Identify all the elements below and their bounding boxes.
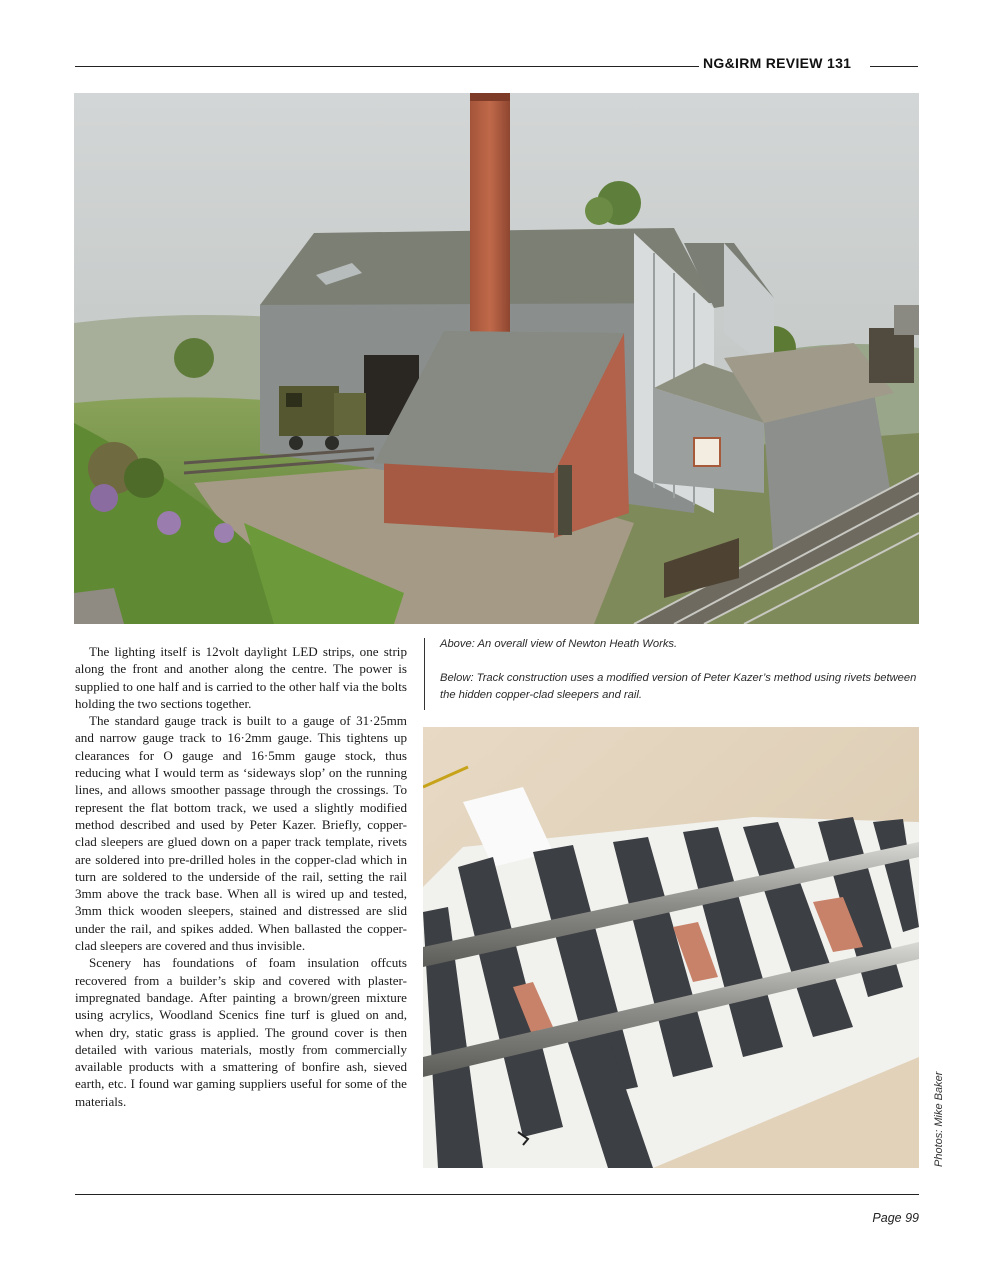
photo-newton-heath-works bbox=[74, 93, 919, 624]
caption-rule bbox=[424, 638, 425, 710]
page-number: Page 99 bbox=[872, 1211, 919, 1225]
header-rule-right bbox=[870, 66, 918, 67]
caption-above: Above: An overall view of Newton Heath Works. bbox=[440, 638, 678, 650]
magazine-header: NG&IRM REVIEW 131 bbox=[703, 55, 852, 71]
photo-track-construction bbox=[423, 727, 919, 1168]
footer-rule bbox=[75, 1194, 919, 1195]
header-rule-left bbox=[75, 66, 699, 67]
body-paragraph: The standard gauge track is built to a gauge of 31·25mm and narrow gauge track to 16·2mm gauge. This tightens up clearances for O gauge and 16·5mm gauge stock, thus reducing what I would term as ‘sideways slop’ on the running lines, and allows smoother passage through the crossings. To represent the flat bottom track, we used a slightly modified method described and used by Peter Kazer. Briefly, copper-clad sleepers are glued down on a paper track template, rivets are soldered into pre-drilled holes in the copper-clad which in turn are soldered to the underside of the rail, setting the rail 3mm above the track base. When all is wired up and tested, 3mm thick wooden sleepers, stained and distressed are slid under the rail, and spikes added. When ballasted the copper-clad sleepers are covered and thus invisible. bbox=[75, 713, 407, 954]
photo-captions bbox=[440, 636, 918, 704]
body-paragraph: The lighting itself is 12volt daylight LED strips, one strip along the front and another along the centre. The power is supplied to one half and is carried to the other half via the bolts holding the two sections together. bbox=[75, 644, 407, 711]
caption-below: Below: Track construction uses a modified version of Peter Kazer’s method using rivets between the hidden copper-clad sleepers and rail. bbox=[440, 672, 917, 701]
article-body bbox=[75, 643, 407, 1110]
photo-credit: Photos: Mike Baker bbox=[933, 1071, 945, 1167]
body-paragraph: Scenery has foundations of foam insulation offcuts recovered from a builder’s skip and covered with plaster-impregnated bandage. After painting a brown/green mixture using acrylics, Woodland Scenics fine turf is glued on and, when dry, static grass is applied. The ground cover is then detailed with various materials, mostly from commercially available products with a smattering of bonfire ash, sieved earth, etc. I found war gaming suppliers useful for some of the materials. bbox=[75, 955, 407, 1109]
